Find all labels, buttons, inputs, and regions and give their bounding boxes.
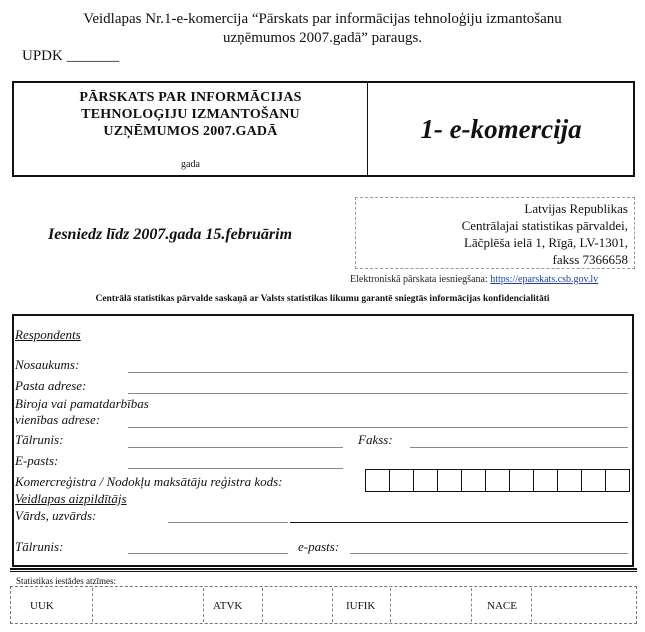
code-cell[interactable] [581,469,606,492]
electronic-submission [350,274,598,285]
filler-name-label: Vārds, uzvārds: [15,508,97,523]
section-separator-thin [10,571,637,572]
form-name: 1- e-komercija [420,114,582,144]
nace-label: NACE [487,600,517,612]
updk-field: UPDK _______ [22,48,120,64]
stat-divider [203,588,204,622]
code-cell[interactable] [605,469,630,492]
address-line-4: fakss 7366658 [552,252,628,267]
postal-address-label: Pasta adrese: [15,378,87,393]
code-cell[interactable] [413,469,438,492]
form-caption-line-1: Veidlapas Nr.1-e-komercija “Pārskats par informācijas tehnoloģiju izmantošanu [83,11,562,27]
registration-code-cells[interactable] [366,469,630,492]
report-title-line-3: UZŅĒMUMOS 2007.GADĀ [103,124,278,139]
phone-input[interactable] [128,447,343,448]
eparskats-link[interactable]: https://eparskats.csb.gov.lv [490,274,599,285]
code-cell[interactable] [485,469,510,492]
gada-label: gada [181,159,200,170]
filler-phone-label: Tālrunis: [15,539,64,554]
code-cell[interactable] [557,469,582,492]
fax-input[interactable] [410,447,628,448]
address-line-3: Lāčplēša ielā 1, Rīgā, LV-1301, [463,235,628,250]
phone-label: Tālrunis: [15,432,64,447]
stat-divider [92,588,93,622]
stat-office-label: Statistikas iestādes atzīmes: [16,576,116,586]
uuk-label: UUK [30,600,54,612]
stat-office-box [10,586,637,624]
office-address-label-2: vienības adrese: [15,412,101,427]
report-title [14,89,367,140]
name-label: Nosaukums: [15,357,80,372]
email-input[interactable] [128,468,343,469]
stat-divider [332,588,333,622]
iufik-label: IUFIK [346,600,376,612]
email-label: E-pasts: [15,453,59,468]
section-separator [10,568,637,570]
name-input[interactable] [128,372,628,373]
stat-divider [471,588,472,622]
atvk-label: ATVK [213,600,243,612]
form-caption-line-2: uzņēmumos 2007.gadā” paraugs. [222,30,423,46]
filler-phone-input[interactable] [128,553,288,554]
code-cell[interactable] [461,469,486,492]
report-title-line-2: TEHNOLOĢIJU IZMANTOŠANU [81,107,300,122]
recipient-address [355,197,635,269]
fax-label: Fakss: [358,432,393,447]
filler-email-label: e-pasts: [298,539,340,554]
respondent-box [12,314,634,567]
code-cell[interactable] [389,469,414,492]
filler-email-input[interactable] [350,553,628,554]
filler-name-input-b[interactable] [290,522,628,523]
stat-divider [390,588,391,622]
stat-divider [262,588,263,622]
code-cell[interactable] [533,469,558,492]
title-box-divider [367,83,368,175]
address-line-1: Latvijas Republikas [524,201,628,216]
electronic-submission-label: Elektroniskā pārskata iesniegšana: [350,274,488,285]
report-title-line-1: PĀRSKATS PAR INFORMĀCIJAS [79,90,302,105]
stat-divider [531,588,532,622]
title-box [12,81,635,177]
confidentiality-notice: Centrālā statistikas pārvalde saskaņā ar Valsts statistikas likumu garantē sniegtās informācijas konfidencialitāti [95,294,550,304]
office-address-input[interactable] [128,427,628,428]
submission-deadline: Iesniedz līdz 2007.gada 15.februārim [48,226,293,243]
postal-address-input[interactable] [128,393,628,394]
code-cell[interactable] [437,469,462,492]
respondent-heading: Respondents [15,327,81,342]
office-address-label-1: Biroja vai pamatdarbības [15,396,149,411]
filler-name-input-a[interactable] [168,522,288,523]
registration-code-label: Komercreģistra / Nodokļu maksātāju reģistra kods: [15,474,283,489]
code-cell[interactable] [365,469,390,492]
address-line-2: Centrālajai statistikas pārvaldei, [461,218,628,233]
code-cell[interactable] [509,469,534,492]
filler-heading: Veidlapas aizpildītājs [15,491,127,506]
